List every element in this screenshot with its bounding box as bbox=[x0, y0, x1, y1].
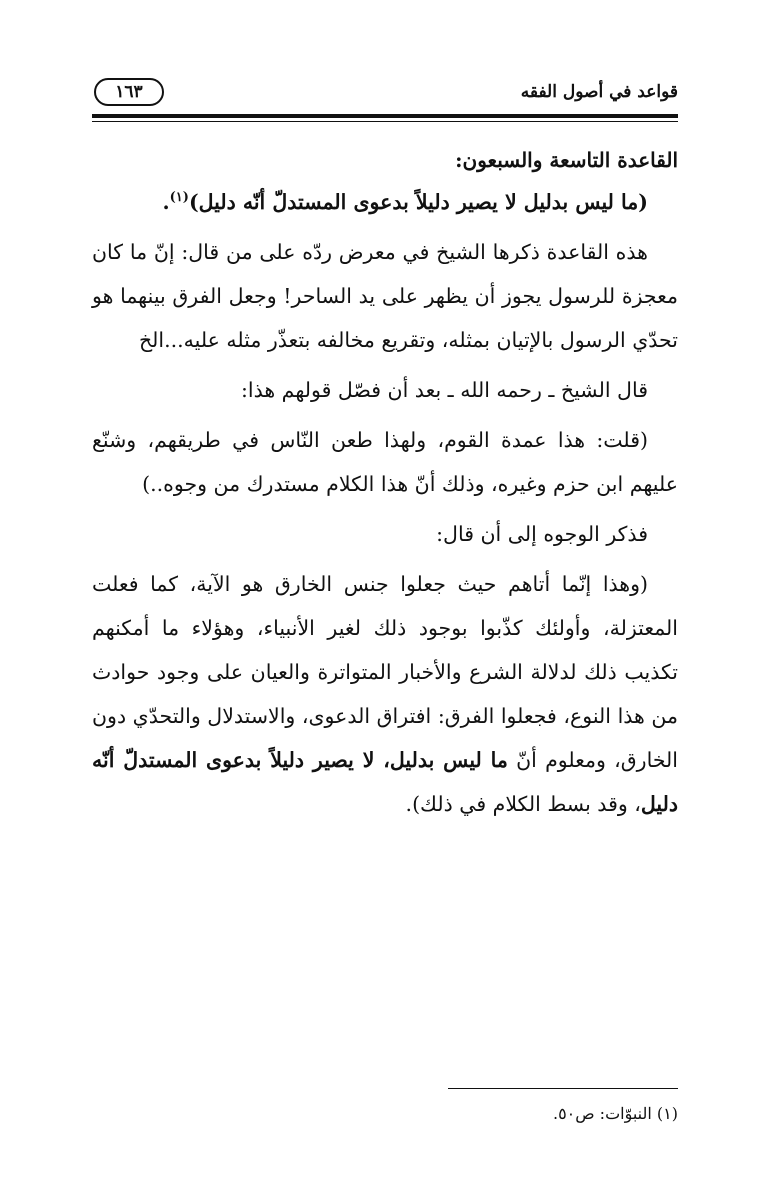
page-body bbox=[92, 140, 678, 826]
header-rule-thick bbox=[92, 114, 678, 118]
paragraph-1: هذه القاعدة ذكرها الشيخ في معرض ردّه على من قال: إنّ ما كان معجزة للرسول يجوز أن يظهر على يد الساحر! وجعل الفرق بينهما هو تحدّي الرسول بالإتيان بمثله، وتقريع مخالفه بتعذّر مثله عليه...الخ bbox=[92, 240, 678, 352]
paragraph-5-bold: ما ليس بدليل، لا يصير دليلاً بدعوى المستدلّ أنّه دليل bbox=[92, 748, 678, 816]
paragraph-4: فذكر الوجوه إلى أن قال: bbox=[436, 522, 648, 546]
paragraph-2: قال الشيخ ـ رحمه الله ـ بعد أن فصّل قولهم هذا: bbox=[240, 378, 648, 402]
rule-statement bbox=[92, 180, 678, 224]
page-number: ١٦٣ bbox=[94, 78, 164, 106]
footnote: (١) النبوّات: ص٥٠. bbox=[552, 1104, 678, 1123]
rule-text: (ما ليس بدليل لا يصير دليلاً بدعوى المستدلّ أنّه دليل) bbox=[188, 190, 648, 214]
footnote-marker: (١) bbox=[169, 190, 189, 206]
paragraph-3: (قلت: هذا عمدة القوم، ولهذا طعن النّاس في طريقهم، وشنّع عليهم ابن حزم وغيره، وذلك أنّ هذا الكلام مستدرك من وجوه..) bbox=[92, 428, 678, 496]
section-heading: القاعدة التاسعة والسبعون: bbox=[455, 148, 678, 172]
footnote-rule bbox=[448, 1088, 678, 1089]
header-rule-thin bbox=[92, 121, 678, 122]
running-title: قواعد في أصول الفقه bbox=[520, 82, 678, 102]
paragraph-5-start: (وهذا إنّما أتاهم حيث جعلوا جنس الخارق هو الآية، كما فعلت المعتزلة، وأولئك كذّبوا بوجود ذلك لغير الأنبياء، وهؤلاء ما أمكنهم تكذيب ذلك لدلالة الشرع والأخبار المتواترة والعيان على وجود حوادث من هذا النوع، فجعلوا الفرق: افتراق الدعوى، والاستدلال والتحدّي دون الخارق، ومعلوم أنّ bbox=[92, 572, 678, 772]
paragraph-5-end: ، وقد بسط الكلام في ذلك). bbox=[405, 792, 641, 816]
paragraph-5 bbox=[92, 562, 678, 826]
page-header bbox=[92, 76, 678, 112]
rule-end: . bbox=[162, 190, 170, 214]
